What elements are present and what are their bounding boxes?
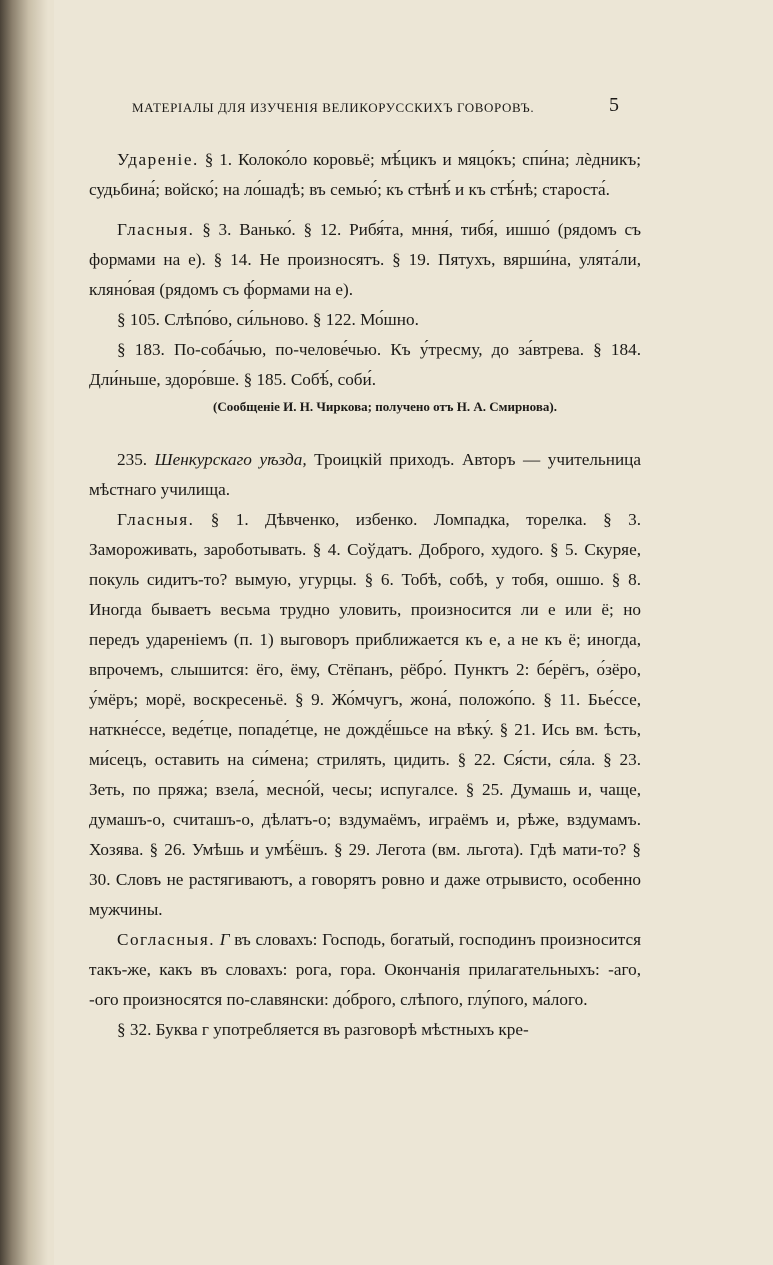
running-title: МАТЕРІАЛЫ ДЛЯ ИЗУЧЕНІЯ ВЕЛИКОРУССКИХЪ ГОВОРОВЪ. bbox=[132, 100, 535, 115]
paragraph-text: § 1. Колоко́ло коровьё; мѣ́цикъ и мяцо́къ; спи́на; лѐдникъ; судьбина́; войско́; на ло́шадѣ; въ семью́; къ стѣнѣ́ и къ стѣ́нѣ; староста́. bbox=[89, 150, 641, 199]
source-note: (Сообщеніе И. Н. Чиркова; получено отъ Н. А. Смирнова). bbox=[213, 399, 557, 414]
paragraph-text: въ словахъ: Господь, богатый, господинъ произносится такъ-же, какъ въ словахъ: рога, гора. Окончанія прилагательныхъ: -аго, -ого произносятся по-славянски: до́брого, слѣпого, глу́пого, ма́лого. bbox=[89, 930, 641, 1009]
paragraph-vowels-2 bbox=[89, 505, 641, 925]
section-heading: Гласныя. bbox=[117, 220, 195, 239]
paragraph-text: § 1. Дѣвченко, избенко. Ломпадка, торелка. § 3. Замороживать, зароботывать. § 4. Соўдатъ. Доброго, худого. § 5. Скуряе, покуль сидитъ-то? вымую, угурцы. § 6. Тобѣ, собѣ, у тобя, ошшо. § 8. Иногда бываетъ весьма трудно уловить, произносится ли е или ё; но передъ удареніемъ (п. 1) выговоръ приближается къ е, а не къ ё; иногда, впрочемъ, слышится: ёго, ёму, Стёпанъ, рёбро́. Пунктъ 2: бе́рёгъ, о́зёро, у́мёръ; морё, воскресеньё. § 9. Жо́мчугъ, жона́, положо́по. § 11. Бье́ссе, наткне́ссе, веде́тце, попаде́тце, не дождё́шьсе на вѣку́. § 21. Ись вм. ѣсть, ми́сецъ, оставить на си́мена; стрилять, цидить. § 22. Ся́сти, ся́ла. § 23. Зеть, по пряжа; взела́, месно́й, чесы; испугалсе. § 25. Думашь и, чаще, думашъ-о, считашъ-о, дѣлатъ-о; вздумаёмъ, играёмъ и, рѣже, вздумамъ. Хозява. § 26. Умѣшь и умѣ́ёшъ. § 29. Легота (вм. льгота). Гдѣ мати-то? § 30. Словъ не растягиваютъ, а говорятъ ровно и даже отрывисто, особенно мужчины. bbox=[89, 510, 641, 919]
paragraph-vowels bbox=[89, 215, 641, 305]
section-heading: Согласныя. bbox=[117, 930, 216, 949]
paragraph-235 bbox=[89, 445, 641, 505]
page-body bbox=[89, 145, 641, 1045]
paragraph-105: § 105. Слѣпо́во, си́льново. § 122. Мо́шно. bbox=[117, 310, 419, 329]
section-heading: Удареніе. bbox=[117, 150, 199, 169]
paragraph-consonants bbox=[89, 925, 641, 1015]
paragraph-text: Троицкій приходъ. Авторъ — учительница мѣстнаго училища. bbox=[89, 450, 641, 499]
book-spine-shadow bbox=[0, 0, 48, 1265]
paragraph-stress bbox=[89, 145, 641, 205]
paragraph-text: § 3. Ванько́. § 12. Рибя́та, мння́, тибя́, ишшо́ (рядомъ съ формами на е). § 14. Не произносятъ. § 19. Пятухъ, вярши́на, улята́ли, кляно́вая (рядомъ съ ф́ормами на е). bbox=[89, 220, 641, 299]
page-number: 5 bbox=[609, 94, 619, 116]
paragraph-183: § 183. По-соба́чью, по-челове́чью. Къ у́тресму, до за́втрева. § 184. Дли́ньше, здоро́вше. § 185. Собѣ́, соби́. bbox=[89, 340, 641, 389]
entry-number: 235. bbox=[117, 450, 155, 469]
section-heading: Гласныя. bbox=[117, 510, 195, 529]
district-name: Шенкурскаго уѣзда, bbox=[154, 450, 307, 469]
letter-g: Г bbox=[219, 930, 230, 949]
paragraph-32: § 32. Буква г употребляется въ разговорѣ мѣстныхъ кре- bbox=[117, 1020, 529, 1039]
